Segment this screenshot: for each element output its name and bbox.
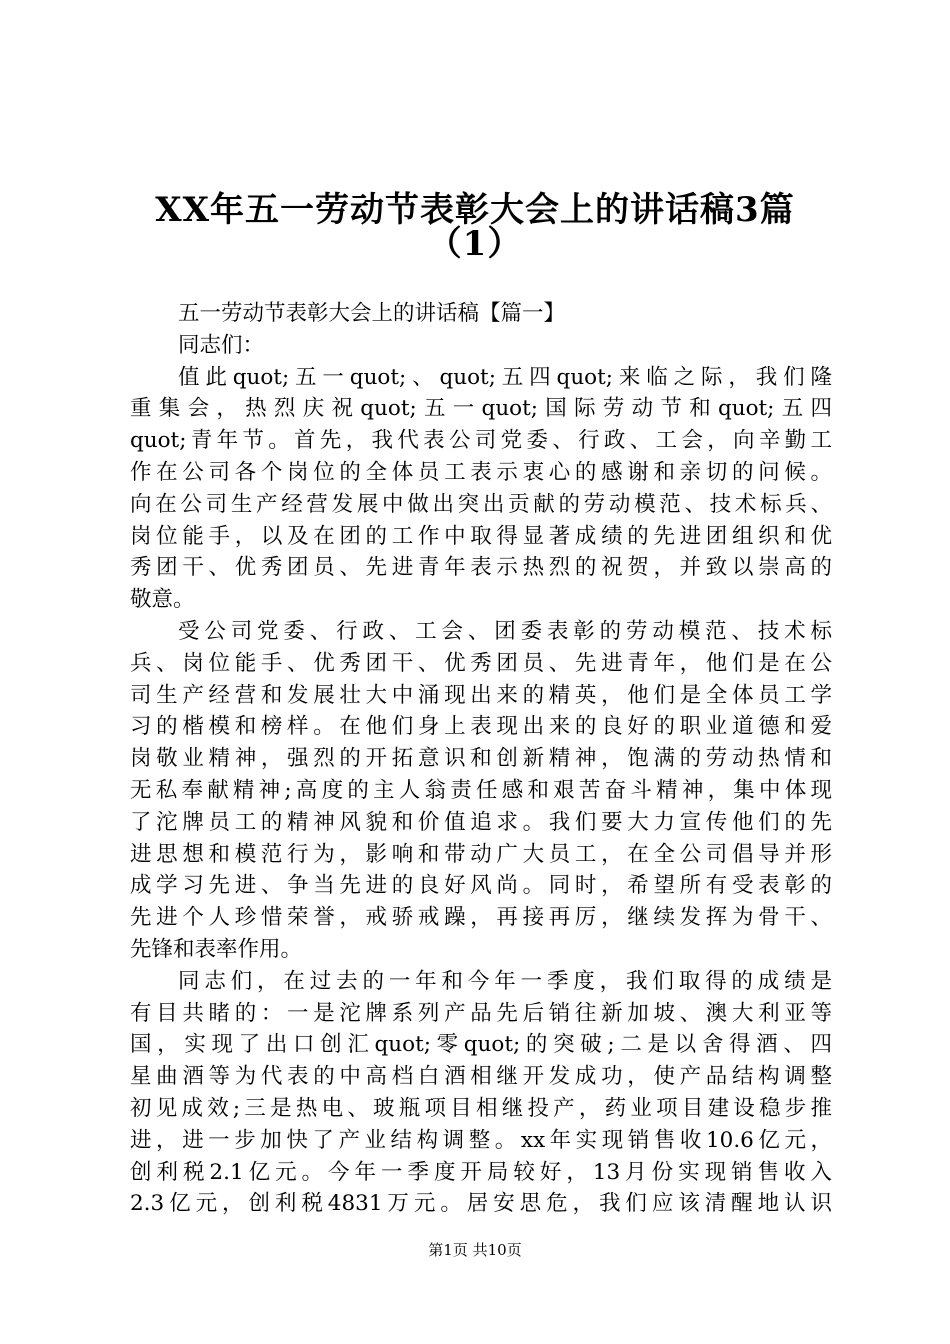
body-text-line: 岗敬业精神，强烈的开拓意识和创新精神，饱满的劳动热情和 xyxy=(130,746,832,772)
body-text-line: 有目共睹的：一是沱牌系列产品先后销往新加坡、澳大利亚等 xyxy=(130,1000,832,1026)
body-text-line: 初见成效;三是热电、玻瓶项目相继投产，药业项目建设稳步推 xyxy=(130,1095,832,1121)
body-text-line: 重集会，热烈庆祝quot;五一quot;国际劳动节和quot;五四 xyxy=(130,396,832,422)
body-text-line: 先进个人珍惜荣誉，戒骄戒躁，再接再厉，继续发挥为骨干、 xyxy=(130,905,832,931)
body-text-line: 岗位能手，以及在团的工作中取得显著成绩的先进团组织和优 xyxy=(130,523,832,549)
body-text-line: 创利税2.1亿元。今年一季度开局较好，13月份实现销售收入 xyxy=(130,1159,832,1185)
page-footer: 第1页 共10页 xyxy=(428,1241,522,1259)
body-text-line: 敬意。 xyxy=(130,587,195,613)
body-text-line: 受公司党委、行政、工会、团委表彰的劳动模范、技术标 xyxy=(178,618,832,644)
body-text-line: 了沱牌员工的精神风貌和价值追求。我们要大力宣传他们的先 xyxy=(130,809,832,835)
body-text-line: 无私奉献精神;高度的主人翁责任感和艰苦奋斗精神，集中体现 xyxy=(130,777,832,803)
body-text-line: 国，实现了出口创汇quot;零quot;的突破;二是以舍得酒、四 xyxy=(130,1032,832,1058)
body-text-line: 成学习先进、争当先进的良好风尚。同时，希望所有受表彰的 xyxy=(130,873,832,899)
body-text-line: 兵、岗位能手、优秀团干、优秀团员、先进青年，他们是在公 xyxy=(130,650,832,676)
body-text-line: 习的楷模和榜样。在他们身上表现出来的良好的职业道德和爱 xyxy=(130,714,832,740)
body-text-line: 司生产经营和发展壮大中涌现出来的精英，他们是全体员工学 xyxy=(130,682,832,708)
body-text-line: 秀团干、优秀团员、先进青年表示热烈的祝贺，并致以崇高的 xyxy=(130,555,832,581)
body-text-line: 星曲酒等为代表的中高档白酒相继开发成功，使产品结构调整 xyxy=(130,1064,832,1090)
body-text-line: 进思想和模范行为，影响和带动广大员工，在全公司倡导并形 xyxy=(130,841,832,867)
body-text-line: 先锋和表率作用。 xyxy=(130,936,303,962)
body-text-line: 进，进一步加快了产业结构调整。xx年实现销售收10.6亿元， xyxy=(130,1127,832,1153)
body-text-line: 向在公司生产经营发展中做出突出贡献的劳动模范、技术标兵、 xyxy=(130,491,832,517)
body-text-line: 同志们： xyxy=(178,332,265,358)
body-text-line: 2.3亿元，创利税4831万元。居安思危，我们应该清醒地认识 xyxy=(130,1191,832,1217)
body-text-line: 值此quot;五一quot;、quot;五四quot;来临之际，我们隆 xyxy=(178,364,832,390)
document-body xyxy=(130,298,832,1220)
body-text-line: 同志们，在过去的一年和今年一季度，我们取得的成绩是 xyxy=(178,968,832,994)
body-text-line: 五一劳动节表彰大会上的讲话稿【篇一】 xyxy=(178,301,566,326)
document-title: XX年五一劳动节表彰大会上的讲话稿3篇 xyxy=(155,190,795,230)
document-title-suffix: （1） xyxy=(427,224,523,264)
body-text-line: quot;青年节。首先，我代表公司党委、行政、工会，向辛勤工 xyxy=(130,428,832,454)
body-text-line: 作在公司各个岗位的全体员工表示衷心的感谢和亲切的问候。 xyxy=(130,459,832,485)
